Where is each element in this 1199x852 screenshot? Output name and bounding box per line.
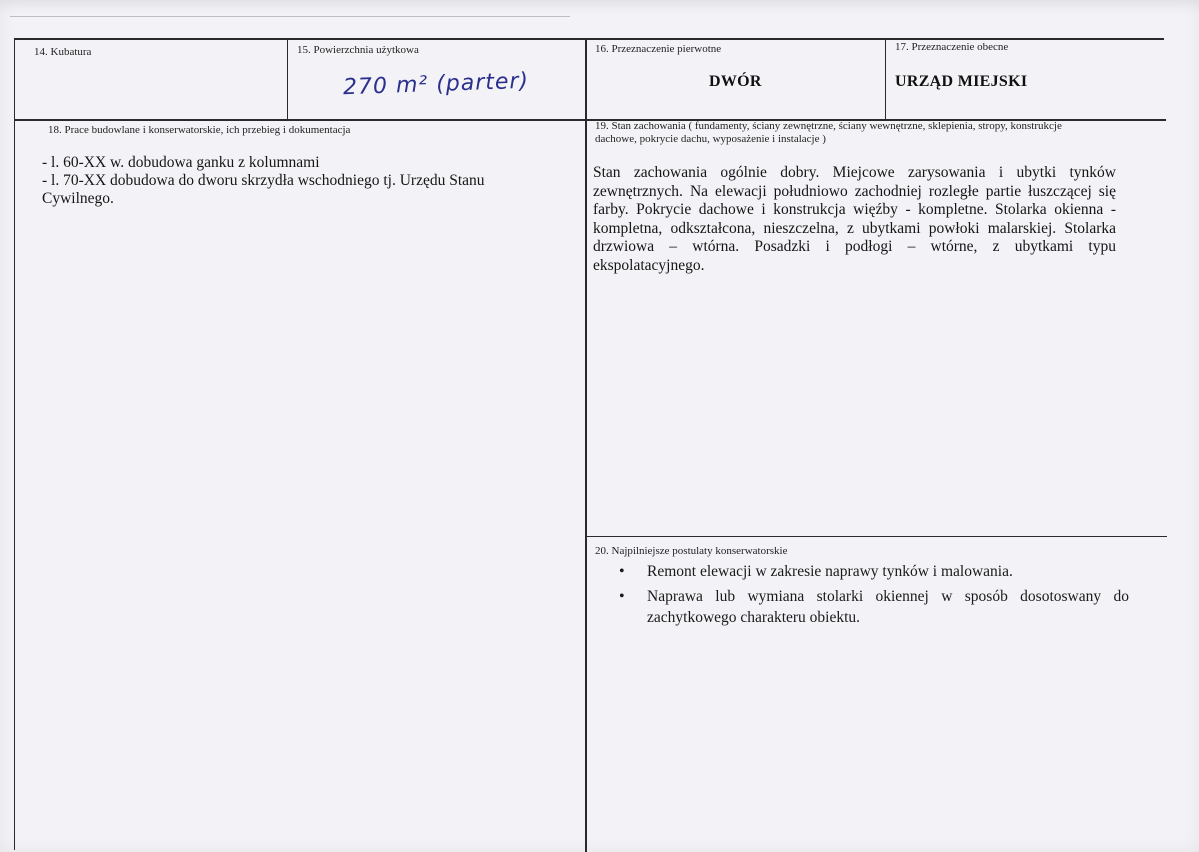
powierzchnia-label: 15. Powierzchnia użytkowa [297,44,419,56]
table-left-border [14,38,15,850]
prace-line-2: - l. 70-XX dobudowa do dworu skrzydła wschodniego tj. Urzędu Stanu [42,172,485,189]
przeznaczenie-pierwotne-label: 16. Przeznaczenie pierwotne [595,43,722,55]
stan-text: Stan zachowania ogólnie dobry. Miejcowe zarysowania i ubytki tynków zewnętrznych. Na elewacji południowo zachodniej rozległe partie łuszczącej się farby. Pokrycie dachowe i konstrukcja więźby - kompletne. Stolarka okienna - kompletna, odkształcona, nieszczelna, z ubytkami powłoki malarskiej. Stolarka drzwiowa – wtórna. Posadzki i podłogi – wtórne, z ubytkami typu ekspolatacyjnego. [593,164,1116,274]
divider-14-15 [287,39,288,120]
przeznaczenie-obecne-value: URZĄD MIEJSKI [895,73,1028,90]
postulaty-label: 20. Najpilniejsze postulaty konserwatorskie [595,545,788,557]
table-top-border [14,38,1164,40]
center-divider [585,39,587,852]
scan-top-edge [0,0,1199,14]
kubatura-label: 14. Kubatura [34,46,92,58]
prace-label: 18. Prace budowlane i konserwatorskie, ich przebieg i dokumentacja [48,124,351,136]
postulaty-list [607,561,1129,632]
stan-label-line-1: 19. Stan zachowania ( fundamenty, ściany zewnętrzne, ściany wewnętrzne, sklepienia, stropy, konstrukcje [595,120,1062,132]
postulaty-item-2: • Naprawa lub wymiana stolarki okiennej w sposób dosotoswany do zachytkowego charakteru obiektu. [607,586,1129,628]
stan-label [595,120,1155,146]
top-faint-rule [10,16,570,17]
prace-entries [42,154,572,208]
divider-19-20 [587,536,1167,537]
prace-line-3: Cywilnego. [42,190,114,207]
powierzchnia-handwritten: 270 m² (parter) [342,68,530,101]
przeznaczenie-obecne-label: 17. Przeznaczenie obecne [895,41,1009,53]
przeznaczenie-pierwotne-value: DWÓR [709,73,762,90]
prace-line-1: - l. 60-XX w. dobudowa ganku z kolumnami [42,154,320,171]
divider-16-17 [885,39,886,120]
postulaty-item-1: • Remont elewacji w zakresie naprawy tynków i malowania. [607,561,1129,582]
stan-label-line-2: dachowe, pokrycie dachu, wyposażenie i instalacje ) [595,133,826,145]
